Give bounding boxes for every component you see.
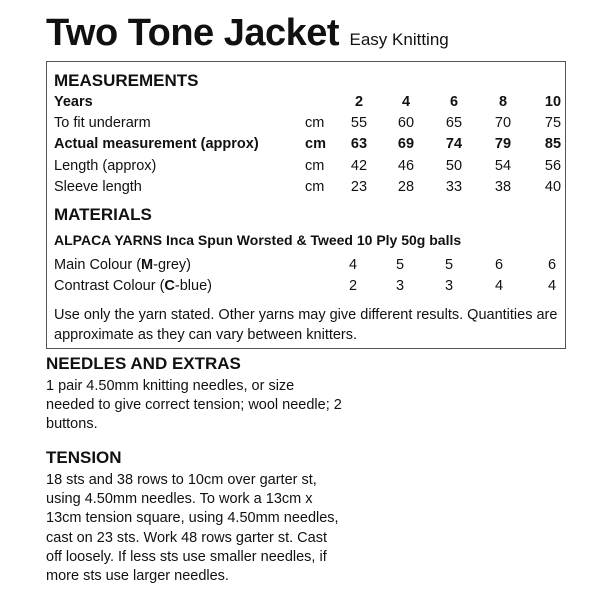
table-row-sleeve — [47, 179, 565, 199]
table-cell: 3 — [395, 278, 405, 294]
table-cell: 42 — [350, 158, 368, 174]
row-label — [54, 257, 191, 273]
table-cell: 75 — [544, 115, 562, 131]
label-text: Main Colour ( — [54, 257, 142, 273]
table-row-underarm — [47, 115, 565, 135]
row-label: Sleeve length — [54, 179, 142, 195]
table-cell: 74 — [445, 136, 463, 152]
table-cell: 79 — [494, 136, 512, 152]
row-unit: cm — [305, 136, 326, 152]
table-cell: 69 — [397, 136, 415, 152]
row-label: Actual measurement (approx) — [54, 136, 259, 152]
table-cell: 55 — [350, 115, 368, 131]
table-row-length — [47, 158, 565, 178]
needles-text: 1 pair 4.50mm knitting needles, or size needed to give correct tension; wool needle; 2 buttons. — [46, 378, 342, 433]
table-cell: 4 — [494, 278, 504, 294]
colour-key: M — [141, 257, 154, 273]
table-cell: 46 — [397, 158, 415, 174]
row-label: To fit underarm — [54, 115, 151, 131]
row-unit: cm — [305, 158, 325, 174]
label-text: Contrast Colour ( — [54, 278, 165, 294]
table-cell: 3 — [444, 278, 454, 294]
size-10: 10 — [544, 94, 562, 110]
table-cell: 28 — [397, 179, 415, 195]
table-cell: 65 — [445, 115, 463, 131]
page-header — [46, 12, 449, 55]
table-row-contrast-colour — [47, 278, 565, 298]
table-cell: 60 — [397, 115, 415, 131]
table-row-actual — [47, 136, 565, 156]
materials-heading: MATERIALS — [54, 205, 152, 224]
pattern-difficulty: Easy Knitting — [349, 30, 449, 49]
table-cell: 56 — [544, 158, 562, 174]
label-text: -grey) — [153, 257, 191, 273]
table-cell: 33 — [445, 179, 463, 195]
tension-heading: TENSION — [46, 448, 122, 467]
table-cell: 6 — [547, 257, 557, 273]
colour-key: C — [164, 278, 175, 294]
table-row-years — [47, 94, 565, 114]
size-4: 4 — [401, 94, 411, 110]
table-cell: 4 — [348, 257, 358, 273]
table-cell: 85 — [544, 136, 562, 152]
measurements-materials-box — [46, 61, 566, 349]
needles-heading: NEEDLES AND EXTRAS — [46, 354, 241, 373]
row-label: Years — [54, 94, 93, 110]
pattern-title: Two Tone Jacket — [46, 12, 340, 54]
table-row-main-colour — [47, 257, 565, 277]
table-cell: 5 — [395, 257, 405, 273]
table-cell: 23 — [350, 179, 368, 195]
size-6: 6 — [449, 94, 459, 110]
table-cell: 38 — [494, 179, 512, 195]
size-2: 2 — [354, 94, 364, 110]
table-cell: 63 — [350, 136, 368, 152]
row-unit: cm — [305, 179, 325, 195]
table-cell: 50 — [445, 158, 463, 174]
tension-section — [46, 448, 346, 586]
table-cell: 4 — [547, 278, 557, 294]
yarn-description: ALPACA YARNS Inca Spun Worsted & Tweed 10 Ply 50g balls — [54, 232, 462, 248]
table-cell: 5 — [444, 257, 454, 273]
needles-section — [46, 354, 346, 435]
tension-text: 18 sts and 38 rows to 10cm over garter st, using 4.50mm needles. To work a 13cm x 13cm tension square, using 4.50mm needles, cast on 23 sts. Work 48 rows garter st. Cast off loosely. If less sts use smaller needles, if more sts use larger needles. — [46, 472, 339, 585]
row-label — [54, 278, 212, 294]
size-8: 8 — [498, 94, 508, 110]
table-cell: 2 — [348, 278, 358, 294]
row-label: Length (approx) — [54, 158, 157, 174]
label-text: -blue) — [174, 278, 212, 294]
measurements-heading: MEASUREMENTS — [54, 71, 199, 90]
table-cell: 6 — [494, 257, 504, 273]
table-cell: 54 — [494, 158, 512, 174]
table-cell: 40 — [544, 179, 562, 195]
row-unit: cm — [305, 115, 325, 131]
table-cell: 70 — [494, 115, 512, 131]
yarn-note: Use only the yarn stated. Other yarns may give different results. Quantities are approximate as they can vary between knitters. — [54, 307, 558, 343]
